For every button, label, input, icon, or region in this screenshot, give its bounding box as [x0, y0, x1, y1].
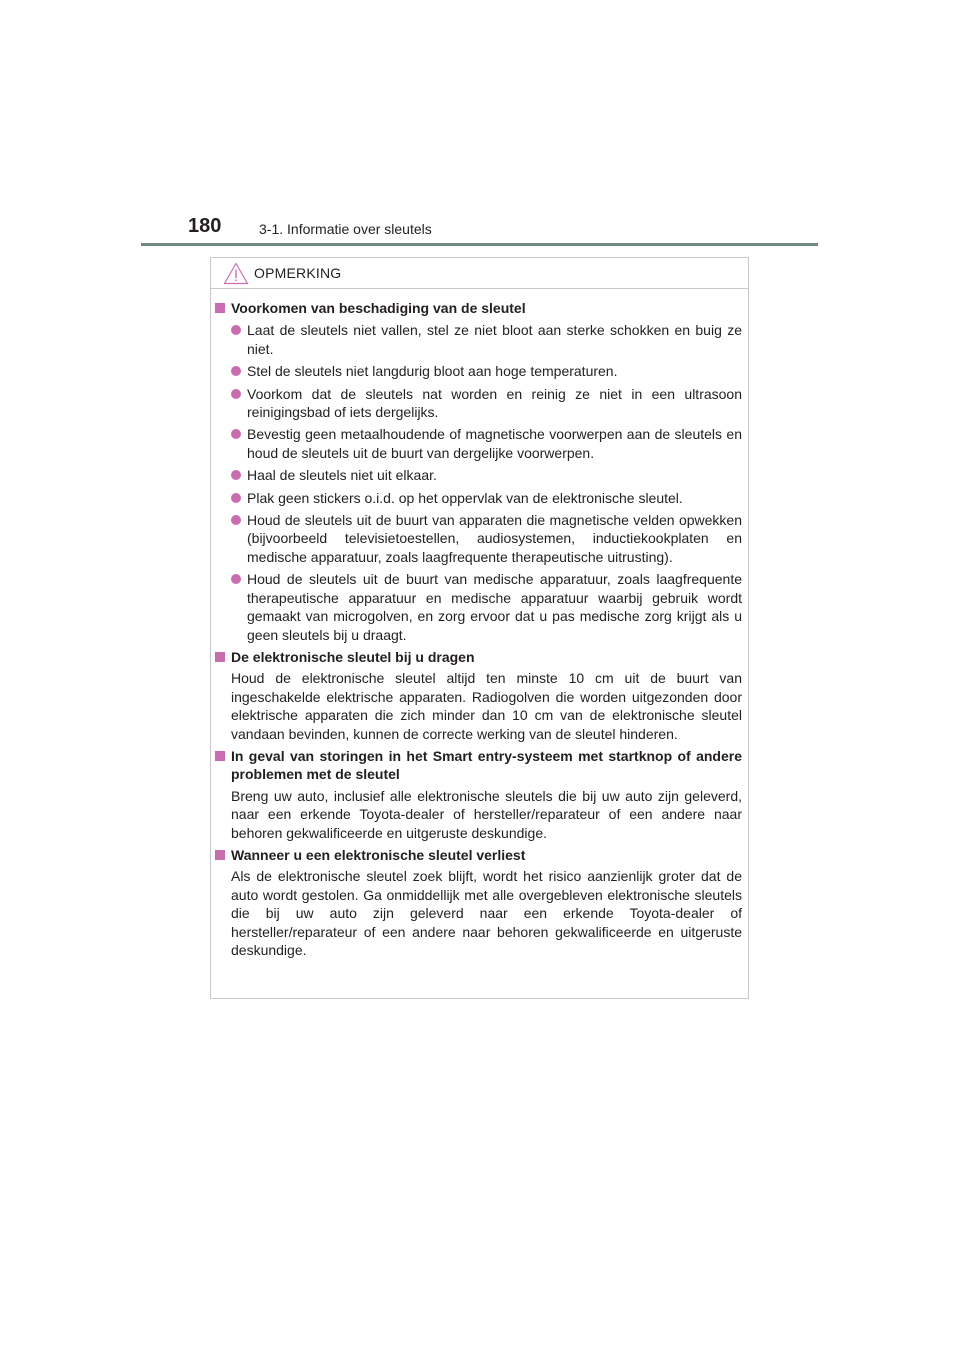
round-bullet-icon — [231, 389, 241, 399]
round-bullet-icon — [231, 429, 241, 439]
notice-header — [211, 258, 748, 289]
square-bullet-icon — [215, 751, 225, 761]
section-heading: In geval van storingen in het Smart entry-systeem met startknop of andere problemen met de sleutel — [215, 747, 742, 784]
section-malfunction — [215, 747, 742, 842]
list-item: Laat de sleutels niet vallen, stel ze niet bloot aan sterke schokken en buig ze niet. — [215, 321, 742, 358]
round-bullet-icon — [231, 366, 241, 376]
list-item: Houd de sleutels uit de buurt van apparaten die magnetische velden opwekken (bijvoorbeeld televisietoestellen, audiosystemen, inductiekookplaten en medische apparatuur, zoals laagfrequente therapeutische uitrusting). — [215, 511, 742, 566]
section-heading: Voorkomen van beschadiging van de sleutel — [215, 299, 742, 317]
notice-title: OPMERKING — [254, 265, 342, 281]
header-rule — [141, 243, 818, 246]
list-item: Plak geen stickers o.i.d. op het oppervlak van de elektronische sleutel. — [215, 489, 742, 507]
round-bullet-icon — [231, 325, 241, 335]
section-text: Houd de elektronische sleutel altijd ten minste 10 cm uit de buurt van ingeschakelde elektrische apparaten. Radiogolven die worden uitgezonden door elektrische apparaten die zich minder dan 10 cm van de elektronische sleutel vandaan bevinden, kunnen de correcte werking van de sleutel hinderen. — [231, 670, 742, 742]
list-item: Houd de sleutels uit de buurt van medische apparatuur, zoals laagfrequente therapeutische apparatuur en medische apparatuur waarbij gebruik wordt gemaakt van microgolven, en zorg ervoor dat u pas medische zorg krijgt als u geen sleutels bij u draagt. — [215, 570, 742, 644]
list-item: Voorkom dat de sleutels nat worden en reinig ze niet in een ultrasoon reinigingsbad of iets dergelijks. — [215, 385, 742, 422]
section-heading: De elektronische sleutel bij u dragen — [215, 648, 742, 666]
section-heading: Wanneer u een elektronische sleutel verliest — [215, 846, 742, 864]
notice-content — [211, 299, 748, 963]
section-text: Als de elektronische sleutel zoek blijft, wordt het risico aanzienlijk groter dat de auto wordt gestolen. Ga onmiddellijk met alle overgebleven elektronische sleutels die bij uw auto zijn geleverd naar een erkende Toyota-dealer of hersteller/reparateur of een andere naar behoren gekwalificeerde en uitgeruste deskundige. — [231, 868, 742, 958]
section-carrying-key — [215, 648, 742, 743]
section-lost-key — [215, 846, 742, 959]
round-bullet-icon — [231, 574, 241, 584]
round-bullet-icon — [231, 493, 241, 503]
page-number: 180 — [188, 215, 222, 237]
list-item: Haal de sleutels niet uit elkaar. — [215, 466, 742, 484]
round-bullet-icon — [231, 515, 241, 525]
round-bullet-icon — [231, 470, 241, 480]
warning-triangle-icon — [223, 262, 249, 285]
notice-box — [210, 257, 749, 999]
section-damage-prevention — [215, 299, 742, 644]
square-bullet-icon — [215, 850, 225, 860]
section-title: 3-1. Informatie over sleutels — [259, 221, 432, 237]
list-item: Bevestig geen metaalhoudende of magnetische voorwerpen aan de sleutels en houd de sleutels uit de buurt van dergelijke voorwerpen. — [215, 425, 742, 462]
section-text: Breng uw auto, inclusief alle elektronische sleutels die bij uw auto zijn geleverd, naar een erkende Toyota-dealer of hersteller/reparateur of een andere naar behoren gekwalificeerde en uitgeruste deskundige. — [231, 787, 742, 841]
square-bullet-icon — [215, 652, 225, 662]
list-item: Stel de sleutels niet langdurig bloot aan hoge temperaturen. — [215, 362, 742, 380]
square-bullet-icon — [215, 303, 225, 313]
